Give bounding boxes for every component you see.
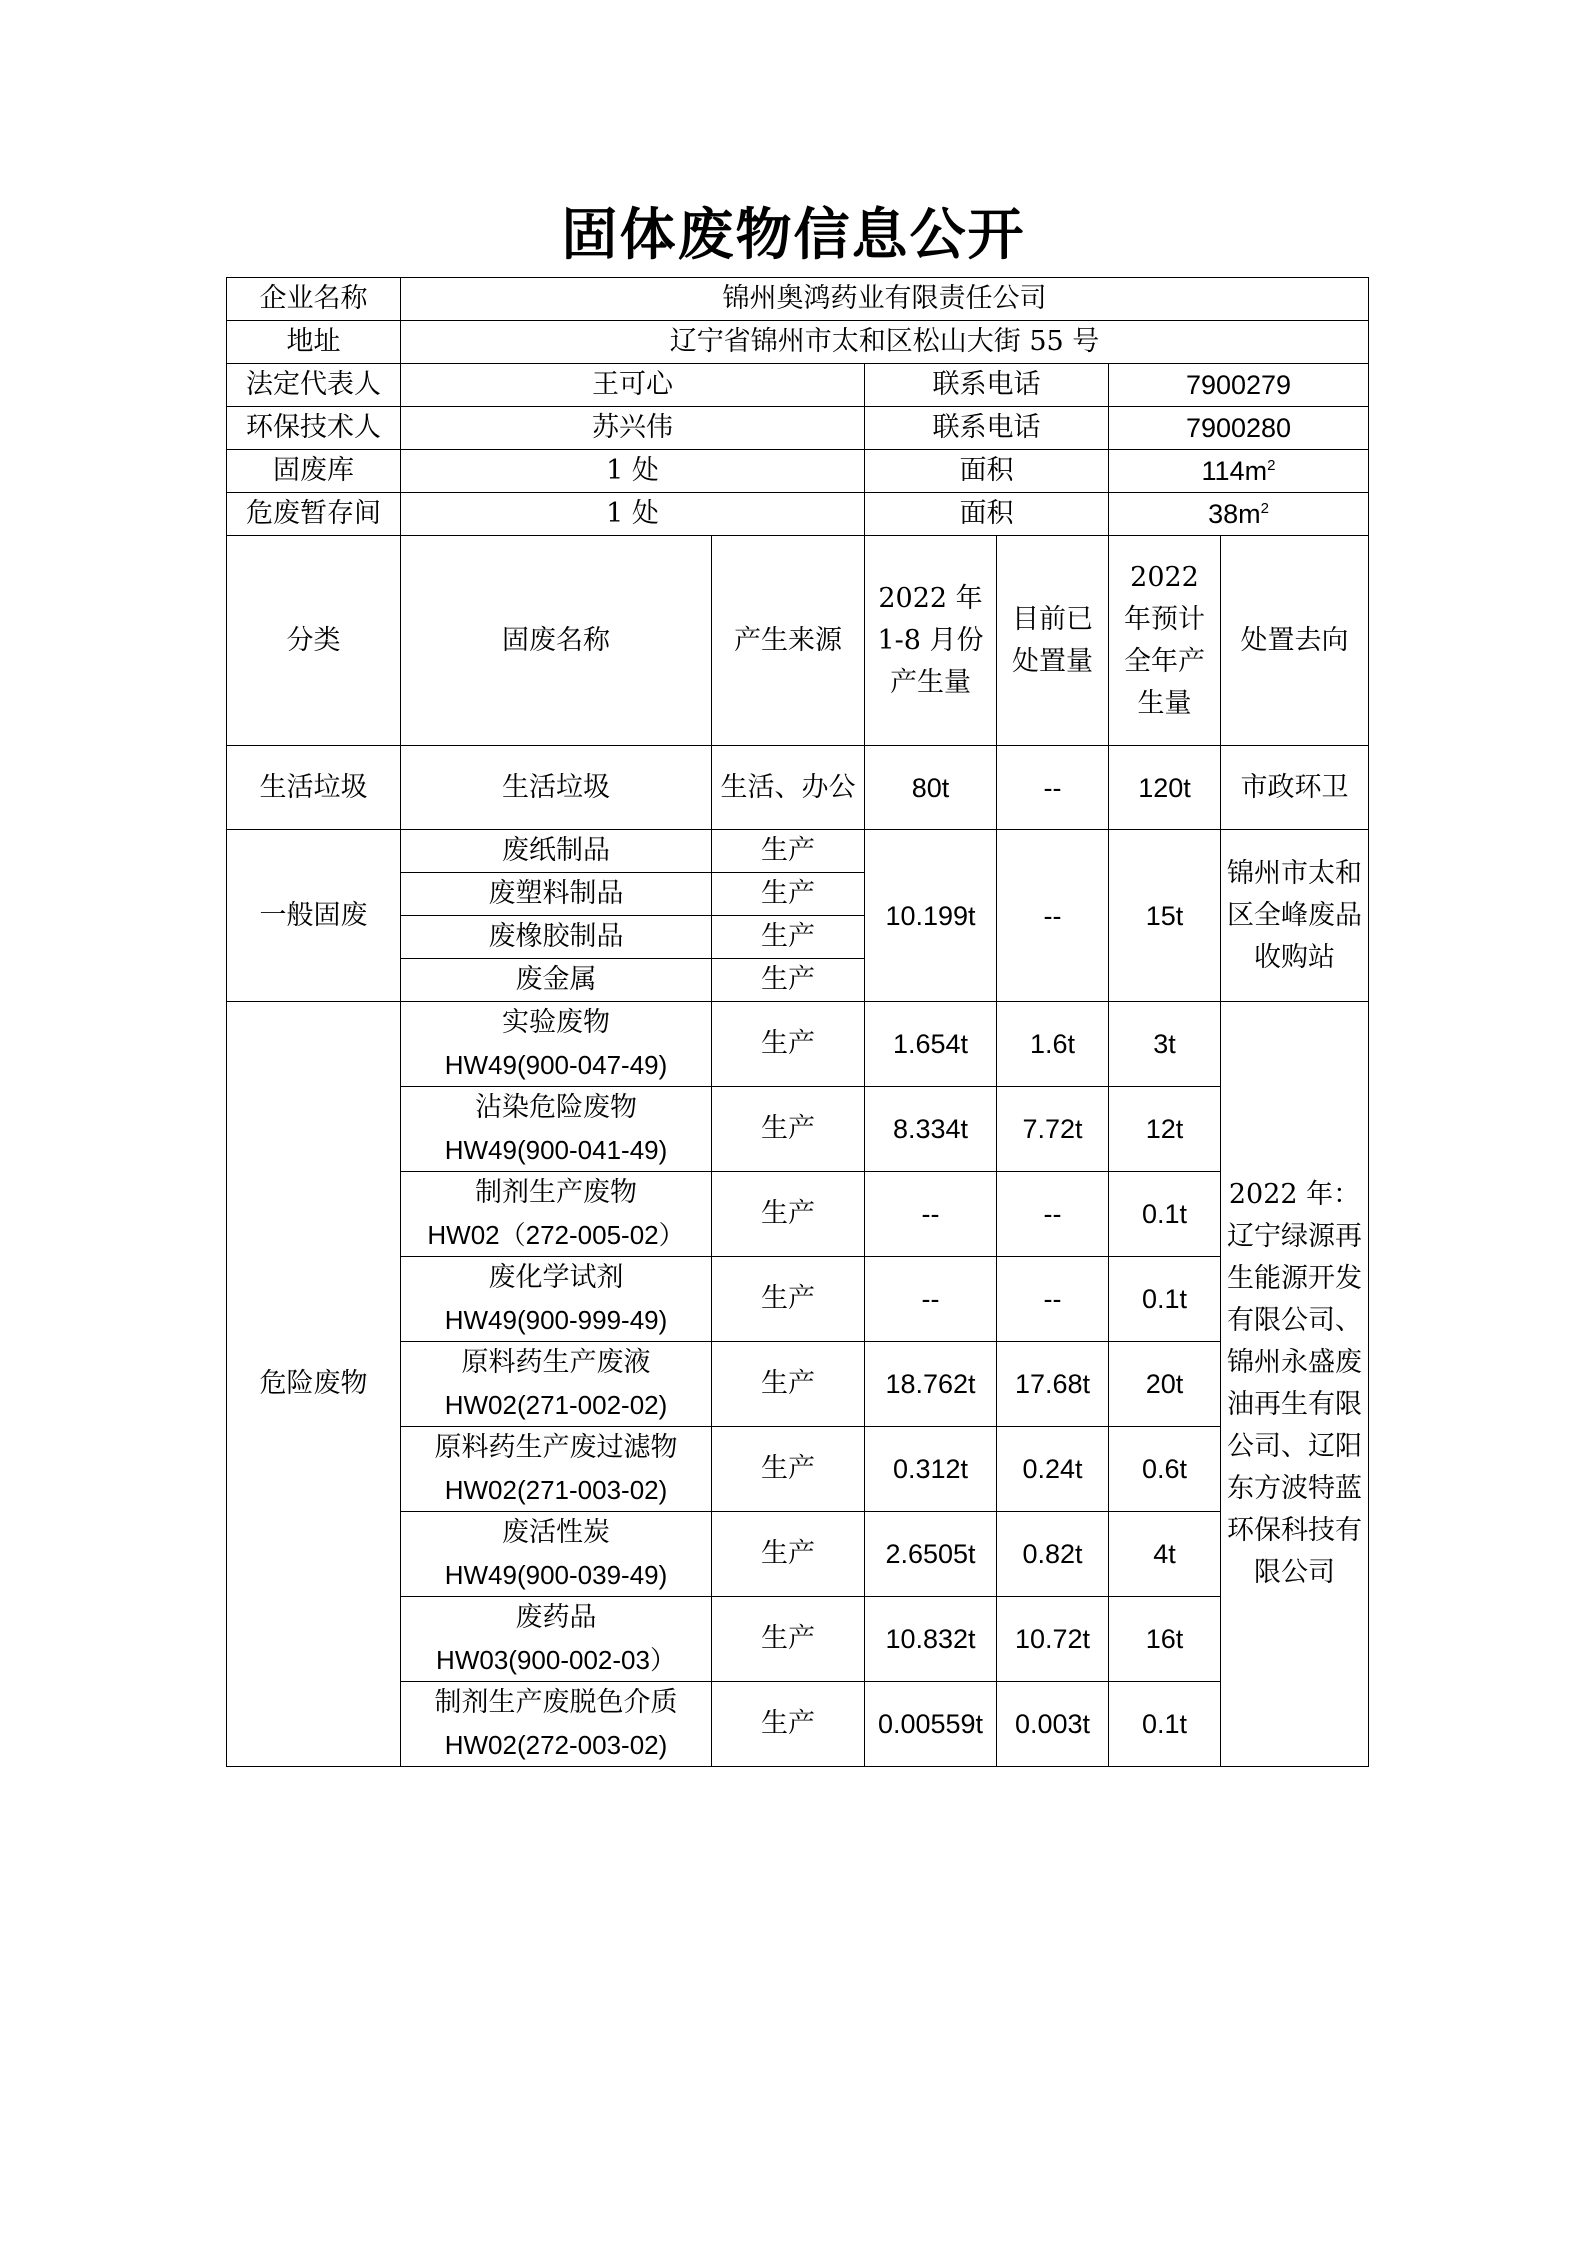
general-item-source: 生产 (712, 959, 865, 1002)
legal-rep-row (227, 364, 1369, 407)
header-disposed: 目前已处置量 (997, 536, 1109, 746)
hazardous-item-name: 废药品 HW03(900-002-03） (401, 1597, 712, 1682)
header-forecast: 2022 年预计全年产生量 (1109, 536, 1221, 746)
address-value: 辽宁省锦州市太和区松山大街 55 号 (401, 321, 1369, 364)
table-row (227, 746, 1369, 830)
general-forecast: 15t (1109, 830, 1221, 1002)
domestic-name: 生活垃圾 (401, 746, 712, 830)
env-tech-value: 苏兴伟 (401, 407, 865, 450)
legal-rep-phone-label: 联系电话 (865, 364, 1109, 407)
hazardous-item-produced: 0.312t (865, 1427, 997, 1512)
hazardous-item-produced: -- (865, 1257, 997, 1342)
domestic-produced: 80t (865, 746, 997, 830)
hazard-store-label: 危废暂存间 (227, 493, 401, 536)
hazardous-item-produced: 8.334t (865, 1087, 997, 1172)
solid-waste-table (226, 277, 1369, 1767)
table-header-row (227, 536, 1369, 746)
hazardous-item-name: 制剂生产废脱色介质 HW02(272-003-02) (401, 1682, 712, 1767)
hazardous-item-source: 生产 (712, 1342, 865, 1427)
hazardous-item-name: 原料药生产废液 HW02(271-002-02) (401, 1342, 712, 1427)
general-item-name: 废金属 (401, 959, 712, 1002)
legal-rep-phone: 7900279 (1109, 364, 1369, 407)
hazardous-item-disposed: 0.82t (997, 1512, 1109, 1597)
hazardous-item-produced: 1.654t (865, 1002, 997, 1087)
hazardous-item-source: 生产 (712, 1087, 865, 1172)
hazardous-item-disposed: 10.72t (997, 1597, 1109, 1682)
env-tech-label: 环保技术人 (227, 407, 401, 450)
hazardous-item-disposed: -- (997, 1172, 1109, 1257)
hazardous-item-forecast: 3t (1109, 1002, 1221, 1087)
hazardous-item-disposed: -- (997, 1257, 1109, 1342)
general-item-source: 生产 (712, 916, 865, 959)
hazardous-item-source: 生产 (712, 1427, 865, 1512)
solid-store-area: $114m^2$ (1109, 450, 1369, 493)
hazardous-item-name: 制剂生产废物 HW02（272-005-02） (401, 1172, 712, 1257)
general-item-name: 废纸制品 (401, 830, 712, 873)
hazard-store-count: 1 处 (401, 493, 865, 536)
header-produced: 2022 年 1-8 月份产生量 (865, 536, 997, 746)
hazardous-item-forecast: 4t (1109, 1512, 1221, 1597)
domestic-destination: 市政环卫 (1221, 746, 1369, 830)
env-tech-phone-label: 联系电话 (865, 407, 1109, 450)
hazardous-item-source: 生产 (712, 1257, 865, 1342)
hazardous-item-forecast: 12t (1109, 1087, 1221, 1172)
header-source: 产生来源 (712, 536, 865, 746)
hazardous-item-name: 废活性炭 HW49(900-039-49) (401, 1512, 712, 1597)
hazardous-item-source: 生产 (712, 1512, 865, 1597)
hazardous-item-forecast: 16t (1109, 1597, 1221, 1682)
hazard-store-area: $38m^2$ (1109, 493, 1369, 536)
hazardous-item-name: 废化学试剂 HW49(900-999-49) (401, 1257, 712, 1342)
hazardous-category: 危险废物 (227, 1002, 401, 1767)
hazardous-item-source: 生产 (712, 1002, 865, 1087)
general-produced: 10.199t (865, 830, 997, 1002)
hazardous-item-produced: 0.00559t (865, 1682, 997, 1767)
header-name: 固废名称 (401, 536, 712, 746)
general-item-name: 废橡胶制品 (401, 916, 712, 959)
solid-store-area-label: 面积 (865, 450, 1109, 493)
hazardous-item-disposed: 0.24t (997, 1427, 1109, 1512)
domestic-source: 生活、办公 (712, 746, 865, 830)
hazard-store-area-label: 面积 (865, 493, 1109, 536)
hazardous-item-source: 生产 (712, 1682, 865, 1767)
hazardous-item-forecast: 0.6t (1109, 1427, 1221, 1512)
header-destination: 处置去向 (1221, 536, 1369, 746)
general-destination: 锦州市太和区全峰废品收购站 (1221, 830, 1369, 1002)
env-tech-row (227, 407, 1369, 450)
hazardous-item-name: 实验废物 HW49(900-047-49) (401, 1002, 712, 1087)
hazardous-item-forecast: 20t (1109, 1342, 1221, 1427)
domestic-category: 生活垃圾 (227, 746, 401, 830)
header-category: 分类 (227, 536, 401, 746)
domestic-disposed: -- (997, 746, 1109, 830)
company-value: 锦州奥鸿药业有限责任公司 (401, 278, 1369, 321)
address-row (227, 321, 1369, 364)
general-item-source: 生产 (712, 830, 865, 873)
hazardous-item-name: 原料药生产废过滤物 HW02(271-003-02) (401, 1427, 712, 1512)
hazardous-item-produced: -- (865, 1172, 997, 1257)
hazardous-item-produced: 2.6505t (865, 1512, 997, 1597)
hazardous-item-forecast: 0.1t (1109, 1682, 1221, 1767)
company-label: 企业名称 (227, 278, 401, 321)
domestic-forecast: 120t (1109, 746, 1221, 830)
hazardous-item-source: 生产 (712, 1597, 865, 1682)
general-item-source: 生产 (712, 873, 865, 916)
solid-store-count: 1 处 (401, 450, 865, 493)
company-row (227, 278, 1369, 321)
hazardous-item-produced: 18.762t (865, 1342, 997, 1427)
hazardous-item-disposed: 1.6t (997, 1002, 1109, 1087)
legal-rep-label: 法定代表人 (227, 364, 401, 407)
hazardous-item-forecast: 0.1t (1109, 1172, 1221, 1257)
general-category: 一般固废 (227, 830, 401, 1002)
address-label: 地址 (227, 321, 401, 364)
hazardous-destination: 2022 年：辽宁绿源再生能源开发有限公司、锦州永盛废油再生有限公司、辽阳东方波特蓝环保科技有限公司 (1221, 1002, 1369, 1767)
solid-store-label: 固废库 (227, 450, 401, 493)
table-row (227, 830, 1369, 873)
hazardous-item-disposed: 17.68t (997, 1342, 1109, 1427)
general-item-name: 废塑料制品 (401, 873, 712, 916)
hazardous-item-forecast: 0.1t (1109, 1257, 1221, 1342)
hazardous-item-produced: 10.832t (865, 1597, 997, 1682)
hazardous-item-disposed: 7.72t (997, 1087, 1109, 1172)
hazardous-item-name: 沾染危险废物 HW49(900-041-49) (401, 1087, 712, 1172)
general-disposed: -- (997, 830, 1109, 1002)
env-tech-phone: 7900280 (1109, 407, 1369, 450)
table-row (227, 1002, 1369, 1087)
solid-store-row (227, 450, 1369, 493)
hazardous-item-disposed: 0.003t (997, 1682, 1109, 1767)
hazardous-item-source: 生产 (712, 1172, 865, 1257)
legal-rep-value: 王可心 (401, 364, 865, 407)
page-title: 固体废物信息公开 (561, 203, 1026, 268)
hazard-store-row (227, 493, 1369, 536)
